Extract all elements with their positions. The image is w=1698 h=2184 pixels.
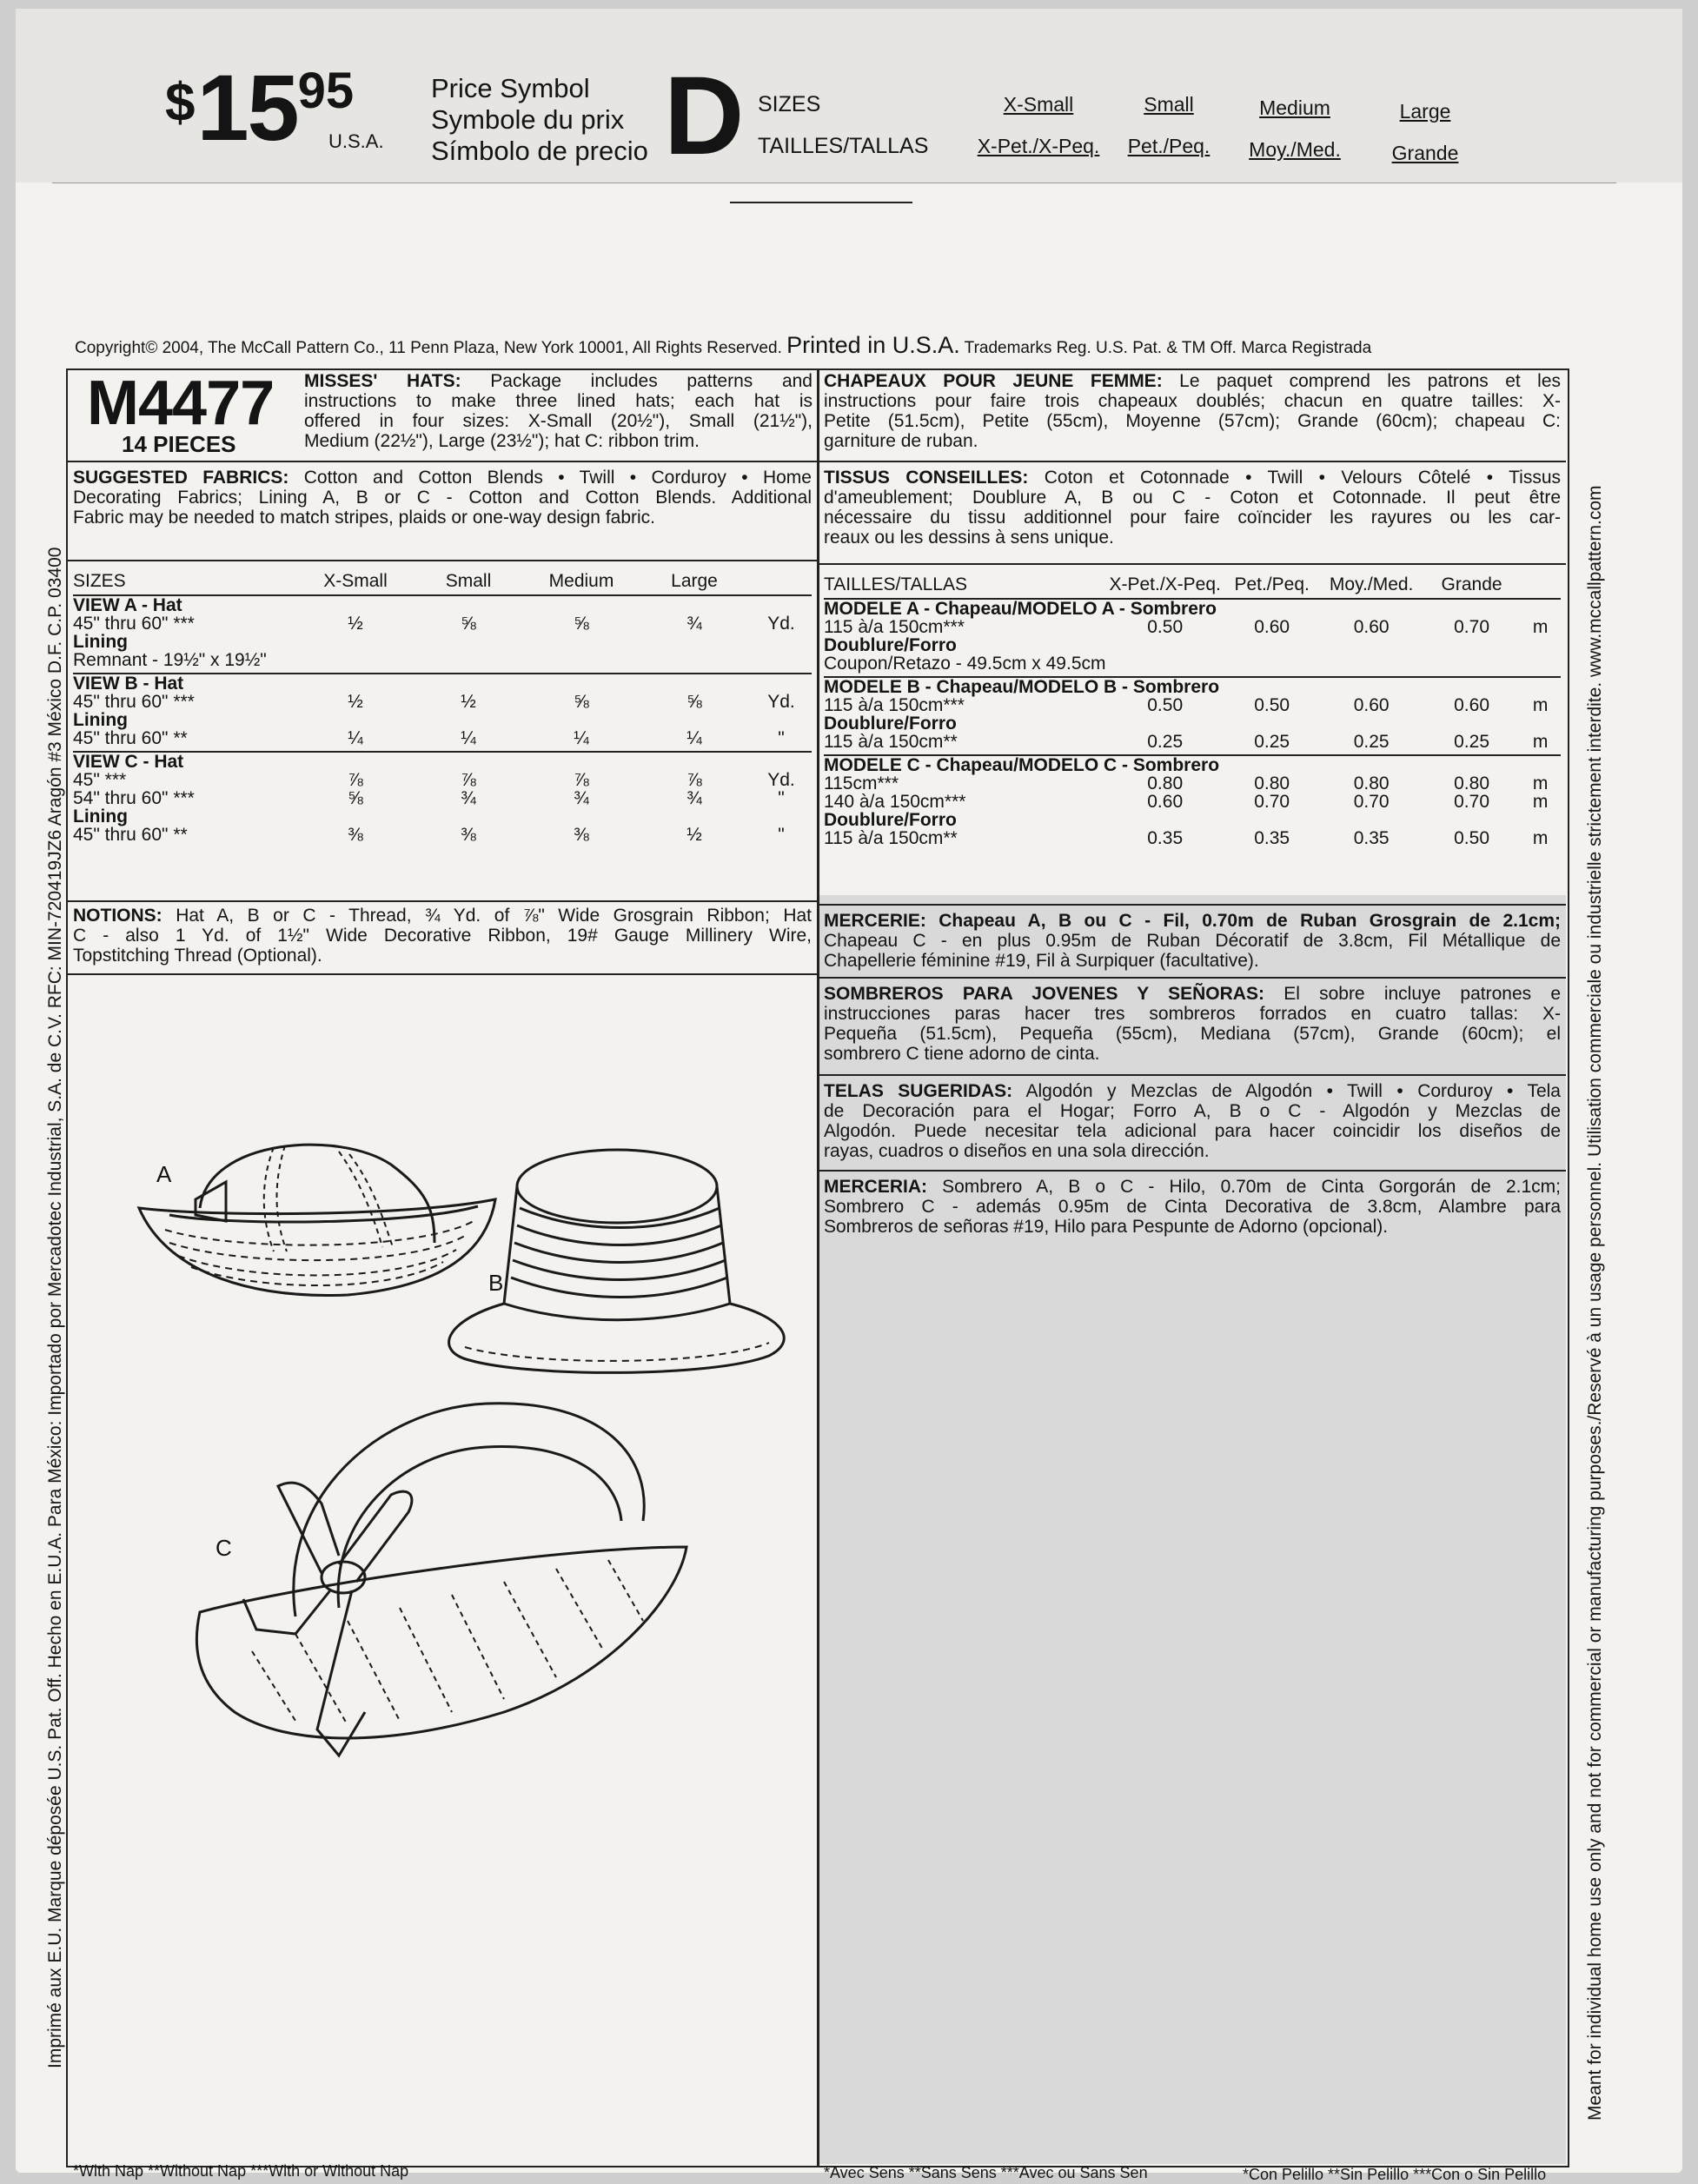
table-value-cell (1319, 811, 1423, 829)
table-value-cell: 0.50 (1454, 828, 1489, 848)
hat-c-label: C (216, 1535, 232, 1561)
table-row-label: Doublure/Forro (824, 810, 957, 830)
table-value-cell (525, 807, 638, 826)
table-header-cell: SIZES (73, 567, 299, 595)
table-row-label: 115 à/a 150cm*** (824, 617, 965, 637)
table-value-cell: 0.60 (1353, 617, 1390, 637)
table-value-cell: ¼ (412, 729, 525, 752)
table-unit-cell (751, 651, 812, 674)
table-unit-cell: Yd. (767, 770, 795, 790)
pattern-number: M4477 (87, 368, 275, 438)
table-value-cell: 0.35 (1353, 828, 1390, 848)
table-value-cell (1106, 714, 1224, 733)
table-unit-cell (751, 711, 812, 729)
table-group-title: MODELE B - Chapeau/MODELO B - Sombrero (824, 677, 1220, 697)
pattern-pieces: 14 PIECES (122, 431, 236, 457)
spanish-footnote: *Con Pelillo **Sin Pelillo ***Con o Sin Pelillo (1243, 2166, 1547, 2183)
table-unit-cell (1520, 714, 1561, 733)
table-row (73, 789, 812, 807)
divider (819, 904, 1566, 906)
table-value-cell (638, 651, 751, 674)
table-value-cell (1319, 714, 1423, 733)
table-value-cell: 0.70 (1254, 792, 1290, 812)
hat-a-drawing (139, 1145, 495, 1295)
table-value-cell (1106, 811, 1224, 829)
divider (819, 461, 1566, 462)
table-value-cell (412, 633, 525, 651)
table-value-cell: 0.35 (1254, 828, 1290, 848)
table-value-cell (299, 807, 412, 826)
divider (819, 1170, 1566, 1172)
table-value-cell: ⅜ (461, 825, 476, 845)
size-col-large: Large Grande (1391, 100, 1459, 164)
table-unit-cell: m (1520, 733, 1561, 755)
price-symbol-label: Price Symbol Symbole du prix Símbolo de precio (431, 73, 648, 166)
table-value-cell: ⅝ (574, 692, 589, 712)
table-value-cell: ⅝ (686, 692, 702, 712)
hat-a-label: A (156, 1161, 172, 1187)
table-value-cell: 0.25 (1423, 733, 1520, 755)
table-header-cell: X-Small (299, 567, 412, 595)
table-unit-cell: m (1532, 773, 1549, 793)
table-value-cell (1423, 636, 1520, 654)
price-region: U.S.A. (328, 130, 384, 152)
table-value-cell (1224, 714, 1320, 733)
table-row (73, 651, 812, 674)
table-row (824, 618, 1561, 636)
flap-tab-line (730, 202, 912, 203)
table-value-cell: ¼ (525, 729, 638, 752)
table-value-cell: 0.80 (1254, 773, 1290, 793)
table-value-cell: 0.50 (1147, 695, 1184, 715)
hat-b-label: B (488, 1270, 504, 1296)
table-group-title-row (73, 595, 812, 614)
table-value-cell (1224, 654, 1320, 677)
table-value-cell (1423, 714, 1520, 733)
table-unit-cell: Yd. (767, 692, 795, 712)
table-value-cell (412, 807, 525, 826)
table-value-cell (412, 651, 525, 674)
table-row (73, 693, 812, 711)
side-legal-text-right: Meant for individual home use only and not for commercial or manufacturing purposes./Reservé à un usage personnel. Utilisation commerciale ou industrielle strictement interdite. www.mccallpattern.com (1585, 485, 1605, 2121)
table-row (824, 654, 1561, 677)
table-value-cell: 0.60 (1454, 695, 1489, 715)
table-row-label: Lining (73, 807, 128, 826)
table-row-label: 45" thru 60" *** (73, 692, 195, 712)
table-row (824, 733, 1561, 755)
table-value-cell (1224, 636, 1320, 654)
divider (819, 1074, 1566, 1076)
table-value-cell (299, 711, 412, 729)
table-value-cell (1106, 636, 1224, 654)
table-row (73, 729, 812, 752)
table-value-cell: 0.25 (1319, 733, 1423, 755)
table-unit-cell (1520, 636, 1561, 654)
french-description: CHAPEAUX POUR JEUNE FEMME: Le paquet comprend les patrons et les instructions pour faire trois chapeaux doublés; chacun en quatre tailles: X- Petite (51.5cm), Petite (55cm), Moyenne (57cm); Grande (60cm); chapeau C: garniture de ruban. (824, 371, 1561, 451)
table-row (73, 771, 812, 789)
table-value-cell: ⅝ (574, 614, 589, 634)
english-description: MISSES' HATS: Package includes patterns and instructions to make three lined hats; each hat is offered in four sizes: X-Small (20½"), Small (21½"), Medium (22½"), Large (23½"); hat C: ribbon trim. (304, 371, 813, 451)
table-value-cell: ⅞ (686, 770, 702, 790)
table-row (824, 793, 1561, 811)
table-unit-cell (751, 807, 812, 826)
table-row (73, 826, 812, 844)
divider (819, 977, 1566, 979)
table-value-cell (525, 633, 638, 651)
table-value-cell (1423, 654, 1520, 677)
table-value-cell (638, 807, 751, 826)
table-value-cell: ⅞ (461, 770, 476, 790)
table-unit-cell: " (778, 788, 785, 808)
table-header-row (73, 567, 812, 595)
english-yardage-table (73, 567, 812, 844)
table-header-cell: Large (638, 567, 751, 595)
table-value-cell: ¾ (686, 614, 702, 634)
table-group-title-row (73, 752, 812, 771)
size-col-small: Small Pet./Peq. (1127, 93, 1210, 157)
table-row-label: 45" thru 60" ** (73, 825, 188, 845)
table-row (824, 774, 1561, 793)
table-value-cell (412, 711, 525, 729)
table-row-label: 45" thru 60" *** (73, 614, 195, 634)
table-value-cell: 0.25 (1106, 733, 1224, 755)
table-group-title-row (824, 677, 1561, 696)
table-unit-cell: " (751, 729, 812, 752)
table-header-cell: Small (412, 567, 525, 595)
table-unit-cell (751, 633, 812, 651)
table-value-cell: 0.25 (1224, 733, 1320, 755)
table-group-title: VIEW B - Hat (73, 674, 184, 694)
divider (68, 900, 817, 902)
side-legal-text-left: Imprimé aux E.U. Marque déposée U.S. Pat. Off. Hecho en E.U.A. Para México: Importado por Mercadotec Industrial, S.A. de C.V. RFC: MIN-720419JZ6 Aragón #3 México D.F. C.P. 03400 (45, 547, 65, 2068)
table-value-cell (299, 633, 412, 651)
table-value-cell (525, 651, 638, 674)
table-header-cell: Moy./Med. (1319, 570, 1423, 599)
price-currency: $ (165, 73, 194, 133)
english-fabrics: SUGGESTED FABRICS: Cotton and Cotton Blends • Twill • Corduroy • Home Decorating Fabrics; Lining A, B or C - Cotton and Cotton Blends. Additional Fabric may be needed to match stripes, plaids or one-way design fabric. (73, 468, 812, 528)
table-row-label: Lining (73, 710, 128, 730)
table-unit-cell: m (1532, 792, 1549, 812)
table-row-label: 115 à/a 150cm*** (824, 695, 965, 715)
table-value-cell (299, 651, 412, 674)
table-row (73, 807, 812, 826)
table-value-cell: ½ (348, 614, 363, 634)
table-value-cell: 0.50 (1254, 695, 1290, 715)
table-row-label: 115 à/a 150cm** (824, 828, 958, 848)
french-metrage-table (824, 570, 1561, 847)
table-unit-cell (1520, 811, 1561, 829)
table-value-cell (525, 711, 638, 729)
size-col-xsmall: X-Small X-Pet./X-Peq. (977, 93, 1100, 157)
table-unit-cell: Yd. (767, 614, 795, 634)
spanish-merceria: MERCERIA: Sombrero A, B o C - Hilo, 0.70m de Cinta Gorgorán de 2.1cm; Sombrero C - además 0.95m de Cinta Decorativa de 3.8cm, Alambre para Sombreros de señoras #19, Hilo para Pespunte de Adorno (opcional). (824, 1177, 1561, 1237)
table-row-label: Remnant - 19½" x 19½" (73, 651, 299, 674)
table-header-cell: Pet./Peq. (1224, 570, 1320, 599)
table-row (824, 811, 1561, 829)
table-row-label: 115cm*** (824, 773, 899, 793)
table-value-cell (638, 633, 751, 651)
table-value-cell (1423, 811, 1520, 829)
table-value-cell (1224, 811, 1320, 829)
table-value-cell: ⅞ (574, 770, 589, 790)
divider (68, 973, 817, 975)
divider (819, 563, 1566, 565)
hat-c-drawing (196, 1404, 686, 1756)
table-unit-cell: " (778, 825, 785, 845)
table-group-title-row (824, 755, 1561, 774)
table-value-cell (1319, 654, 1423, 677)
table-unit-cell (1520, 654, 1561, 677)
table-value-cell: 0.80 (1147, 773, 1184, 793)
spanish-fabrics: TELAS SUGERIDAS: Algodón y Mezclas de Algodón • Twill • Corduroy • Tela de Decoración para el Hogar; Forro A, B o C - Algodón y Mezclas de Algodón. Puede necesitar tela adicional para hacer coincidir los diseños de rayas, cuadros o diseños en una sola dirección. (824, 1081, 1561, 1161)
table-row-label: 140 à/a 150cm*** (824, 792, 966, 812)
table-value-cell: ⅝ (348, 788, 363, 808)
table-value-cell: 0.60 (1254, 617, 1290, 637)
table-row-label: Doublure/Forro (824, 714, 957, 734)
table-unit-cell: m (1532, 695, 1549, 715)
table-row (824, 636, 1561, 654)
table-value-cell: ¾ (461, 788, 476, 808)
english-footnote: *With Nap **Without Nap ***With or Without Nap (73, 2162, 409, 2180)
hat-b-drawing (449, 1150, 785, 1372)
table-group-title: VIEW A - Hat (73, 595, 182, 615)
table-value-cell: ½ (686, 825, 702, 845)
table-row-label: 115 à/a 150cm** (824, 733, 1106, 755)
table-value-cell: 0.70 (1353, 792, 1390, 812)
table-row (824, 696, 1561, 714)
table-header-row (824, 570, 1561, 599)
table-value-cell: ⅞ (348, 770, 363, 790)
table-value-cell: 0.50 (1147, 617, 1184, 637)
table-group-title: MODELE C - Chapeau/MODELO C - Sombrero (824, 755, 1220, 775)
table-row-label: 45" *** (73, 770, 127, 790)
table-row-label: Coupon/Retazo - 49.5cm x 49.5cm (824, 654, 1106, 677)
table-group-title-row (73, 674, 812, 693)
table-header-cell: Medium (525, 567, 638, 595)
french-mercerie: MERCERIE: Chapeau A, B ou C - Fil, 0.70m de Ruban Grosgrain de 2.1cm; Chapeau C - en plus 0.95m de Ruban Décoratif de 3.8cm, Fil Métallique de Chapellerie féminine #19, Fil à Surpiquer (facultative). (824, 911, 1561, 971)
table-value-cell: 0.70 (1454, 617, 1489, 637)
table-row-label: 45" thru 60" ** (73, 729, 299, 752)
size-col-medium: Medium Moy./Med. (1249, 96, 1341, 161)
table-row-label: Lining (73, 632, 128, 652)
table-header-cell: X-Pet./X-Peq. (1106, 570, 1224, 599)
table-value-cell: 0.80 (1353, 773, 1390, 793)
sizes-label: SIZES TAILLES/TALLAS (758, 92, 929, 158)
table-header-cell (1520, 570, 1561, 599)
table-value-cell (1106, 654, 1224, 677)
table-value-cell: ½ (461, 692, 476, 712)
english-notions: NOTIONS: Hat A, B or C - Thread, ¾ Yd. of ⅞" Wide Grosgrain Ribbon; Hat C - also 1 Yd. of 1½" Wide Decorative Ribbon, 19# Gauge Millinery Wire, Topstitching Thread (Optional). (73, 906, 812, 966)
table-value-cell: 0.70 (1454, 792, 1489, 812)
french-footnote: *Avec Sens **Sans Sens ***Avec ou Sans Sen (824, 2164, 1148, 2181)
table-unit-cell: m (1532, 828, 1549, 848)
table-value-cell: ¼ (638, 729, 751, 752)
table-unit-cell: m (1532, 617, 1549, 637)
table-value-cell: ¾ (686, 788, 702, 808)
french-fabrics: TISSUS CONSEILLES: Coton et Cotonnade • Twill • Velours Côtelé • Tissus d'ameublement; Doublure A, B ou C - Coton et Cotonnade. Il peut être nécessaire du tissu additionnel pour faire coïncider les rayures ou les car- reaux ou les dessins à sens unique. (824, 468, 1562, 548)
table-value-cell: 0.80 (1454, 773, 1489, 793)
table-value-cell (1319, 636, 1423, 654)
table-group-title: VIEW C - Hat (73, 752, 184, 772)
table-value-cell: ¼ (299, 729, 412, 752)
table-header-cell: Grande (1423, 570, 1520, 599)
table-group-title: MODELE A - Chapeau/MODELO A - Sombrero (824, 599, 1217, 619)
table-header-cell (751, 567, 812, 595)
table-value-cell: 0.60 (1147, 792, 1184, 812)
price-letter: D (664, 54, 745, 178)
table-header-cell: TAILLES/TALLAS (824, 570, 1106, 599)
table-value-cell (638, 711, 751, 729)
divider (68, 461, 817, 462)
price-whole: 15 (196, 55, 298, 160)
table-value-cell: ¾ (574, 788, 589, 808)
table-value-cell: 0.60 (1353, 695, 1390, 715)
price-cents: 95 (297, 63, 355, 119)
divider (68, 560, 817, 561)
table-value-cell: ⅝ (461, 614, 476, 634)
copyright-line: Copyright© 2004, The McCall Pattern Co., 11 Penn Plaza, New York 10001, All Rights Reserved. Printed in U.S.A. Trademarks Reg. U.S. Pat. & TM Off. Marca Registrada (75, 332, 1372, 358)
price (165, 55, 355, 160)
table-row-label: Doublure/Forro (824, 635, 957, 655)
table-value-cell: ⅜ (574, 825, 589, 845)
table-row-label: 54" thru 60" *** (73, 788, 195, 808)
table-value-cell: 0.35 (1147, 828, 1184, 848)
table-row (824, 829, 1561, 847)
table-group-title-row (824, 599, 1561, 618)
spanish-description: SOMBREROS PARA JOVENES Y SEÑORAS: El sobre incluye patrones e instrucciones paras hacer tres sombreros forrados en cuatro tallas: X- Pequeña (51.5cm), Pequeña (55cm), Mediana (57cm), Grande (60cm); el sombrero C tiene adorno de cinta. (824, 984, 1562, 1064)
table-value-cell: ⅜ (348, 825, 363, 845)
table-row (73, 711, 812, 729)
table-row (73, 633, 812, 651)
table-row (824, 714, 1561, 733)
table-value-cell: ½ (348, 692, 363, 712)
hat-illustrations (122, 1112, 808, 1851)
table-row (73, 614, 812, 633)
